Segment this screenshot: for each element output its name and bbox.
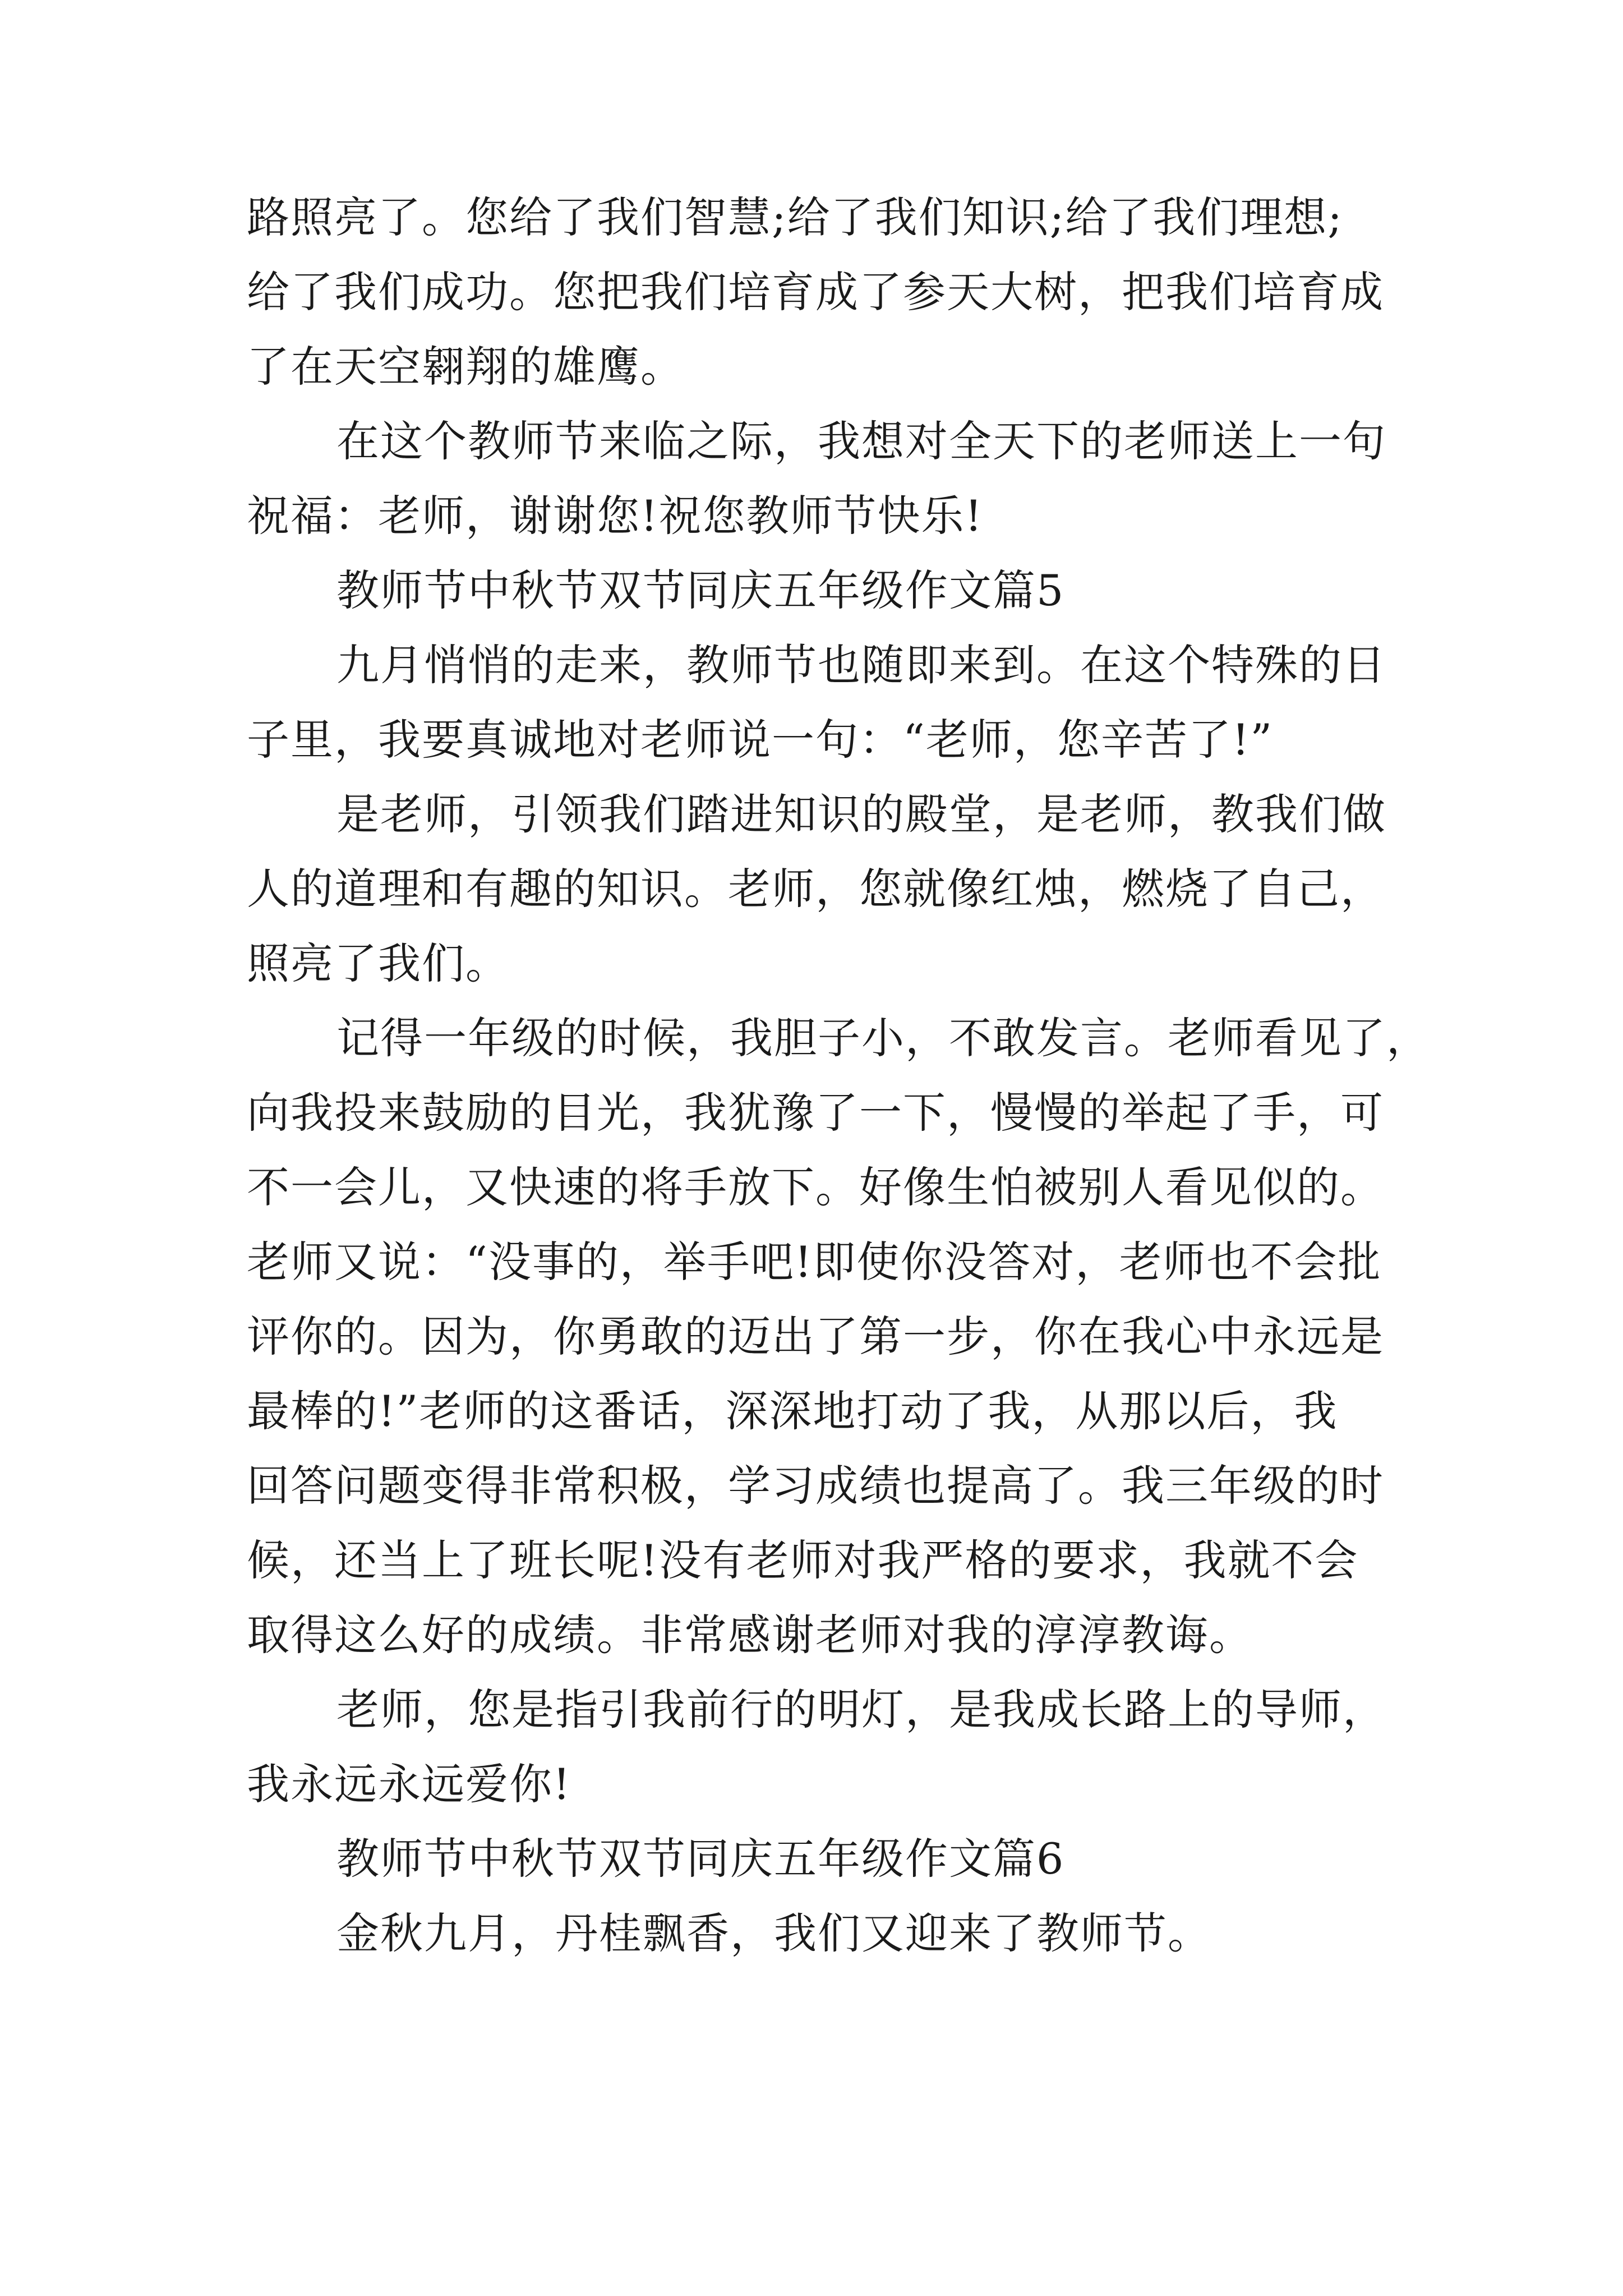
text-line: 子里，我要真诚地对老师说一句：“老师，您辛苦了!” [247,715,1274,765]
text-line: 回答问题变得非常积极，学习成绩也提高了。我三年级的时 [247,1461,1384,1511]
text-line: 评你的。因为，你勇敢的迈出了第一步，你在我心中永远是 [247,1312,1384,1361]
section-heading: 教师节中秋节双节同庆五年级作文篇6 [336,1834,1065,1884]
text-line: 了在天空翱翔的雄鹰。 [247,342,684,392]
paragraph-first-line: 老师，您是指引我前行的明灯，是我成长路上的导师， [336,1685,1386,1734]
text-line: 我永远永远爱你! [247,1759,571,1809]
text-line: 取得这么好的成绩。非常感谢老师对我的淳淳教诲。 [247,1610,1253,1660]
text-line: 候，还当上了班长呢!没有老师对我严格的要求，我就不会 [247,1535,1359,1585]
text-line: 路照亮了。您给了我们智慧;给了我们知识;给了我们理想; [247,192,1343,242]
text-line: 最棒的!”老师的这番话，深深地打动了我，从那以后，我 [247,1386,1338,1436]
text-line: 不一会儿，又快速的将手放下。好像生怕被别人看见似的。 [247,1162,1384,1212]
paragraph-first-line: 金秋九月，丹桂飘香，我们又迎来了教师节。 [336,1908,1211,1958]
section-heading: 教师节中秋节双节同庆五年级作文篇5 [336,565,1065,615]
text-line: 祝福：老师，谢谢您!祝您教师节快乐! [247,491,984,541]
text-line: 人的道理和有趣的知识。老师，您就像红烛，燃烧了自己， [247,864,1384,914]
paragraph-first-line: 是老师，引领我们踏进知识的殿堂，是老师，教我们做 [336,789,1386,839]
text-line: 向我投来鼓励的目光，我犹豫了一下，慢慢的举起了手，可 [247,1088,1384,1138]
paragraph-first-line: 在这个教师节来临之际，我想对全天下的老师送上一句 [336,416,1386,466]
paragraph-first-line: 记得一年级的时候，我胆子小，不敢发言。老师看见了， [336,1013,1430,1063]
paragraph-first-line: 九月悄悄的走来，教师节也随即来到。在这个特殊的日 [336,640,1386,690]
text-line: 老师又说：“没事的，举手吧!即使你没答对，老师也不会批 [247,1237,1382,1287]
text-line: 给了我们成功。您把我们培育成了参天大树，把我们培育成 [247,267,1384,317]
text-line: 照亮了我们。 [247,938,509,988]
